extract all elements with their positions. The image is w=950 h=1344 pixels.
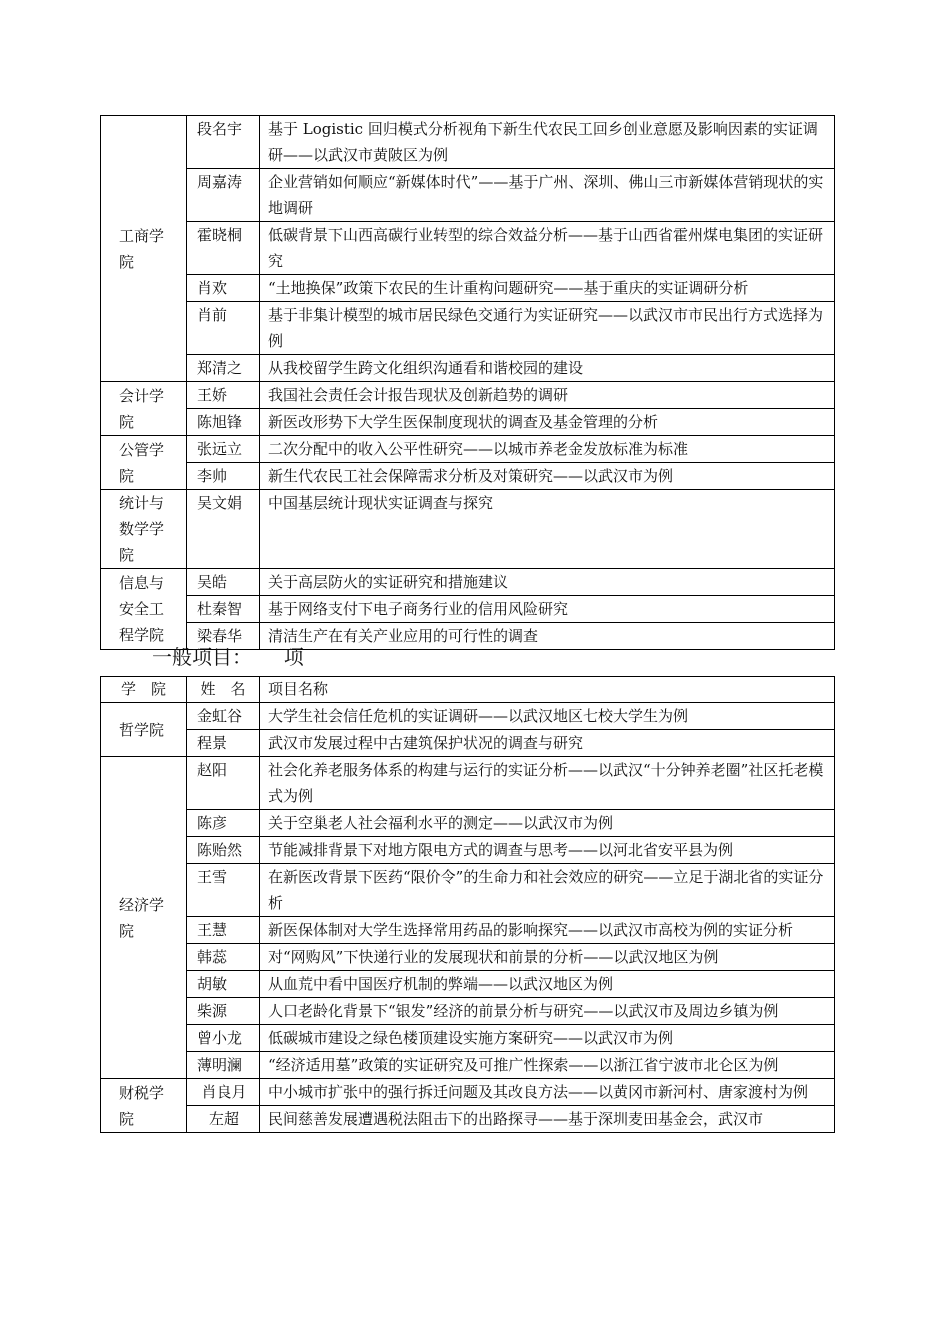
project-title-cell: 关于高层防火的实证研究和措施建议 <box>260 569 835 596</box>
student-name-cell: 张远立 <box>187 436 260 463</box>
table-row <box>101 116 835 169</box>
table-row <box>101 569 835 596</box>
table-row <box>101 944 835 971</box>
project-title-cell: 二次分配中的收入公平性研究——以城市养老金发放标准为标准 <box>260 436 835 463</box>
table-row <box>101 864 835 917</box>
project-title-cell: 基于网络支付下电子商务行业的信用风险研究 <box>260 596 835 623</box>
project-title-column-header: 项目名称 <box>260 677 835 703</box>
project-title-cell: 人口老龄化背景下“银发”经济的前景分析与研究——以武汉市及周边乡镇为例 <box>260 998 835 1025</box>
table-row <box>101 757 835 810</box>
table-row <box>101 355 835 382</box>
student-name-cell: 韩蕊 <box>187 944 260 971</box>
table-row <box>101 275 835 302</box>
project-title-cell: “经济适用墓”政策的实证研究及可推广性探索——以浙江省宁波市北仑区为例 <box>260 1052 835 1079</box>
student-name-cell: 梁春华 <box>187 623 260 650</box>
project-title-cell: 关于空巢老人社会福利水平的测定——以武汉市为例 <box>260 810 835 837</box>
college-cell: 财税学院 <box>101 1079 187 1133</box>
project-title-cell: 新生代农民工社会保障需求分析及对策研究——以武汉市为例 <box>260 463 835 490</box>
college-cell: 哲学院 <box>101 703 187 757</box>
student-name-cell: 肖前 <box>187 302 260 355</box>
project-title-cell: 中小城市扩张中的强行拆迁问题及其改良方法——以黄冈市新河村、唐家渡村为例 <box>260 1079 835 1106</box>
table-row <box>101 409 835 436</box>
table-row <box>101 463 835 490</box>
student-name-cell: 肖欢 <box>187 275 260 302</box>
table-row <box>101 169 835 222</box>
table-row <box>101 810 835 837</box>
key-projects-table <box>100 115 835 650</box>
table-row <box>101 382 835 409</box>
college-cell: 工商学院 <box>101 116 187 382</box>
table-row <box>101 998 835 1025</box>
project-title-cell: 武汉市发展过程中古建筑保护状况的调查与研究 <box>260 730 835 757</box>
table-header-row <box>101 677 835 703</box>
table-row <box>101 490 835 569</box>
student-name-cell: 王雪 <box>187 864 260 917</box>
table-row <box>101 703 835 730</box>
table-row <box>101 1052 835 1079</box>
project-title-cell: 社会化养老服务体系的构建与运行的实证分析——以武汉“十分钟养老圈”社区托老模式为例 <box>260 757 835 810</box>
student-name-cell: 王慧 <box>187 917 260 944</box>
student-name-cell: 赵阳 <box>187 757 260 810</box>
project-title-cell: 从我校留学生跨文化组织沟通看和谐校园的建设 <box>260 355 835 382</box>
student-name-cell: 左超 <box>187 1106 260 1133</box>
student-name-cell: 吴皓 <box>187 569 260 596</box>
student-name-cell: 陈贻然 <box>187 837 260 864</box>
project-title-cell: 低碳背景下山西高碳行业转型的综合效益分析——基于山西省霍州煤电集团的实证研究 <box>260 222 835 275</box>
project-title-cell: “土地换保”政策下农民的生计重构问题研究——基于重庆的实证调研分析 <box>260 275 835 302</box>
student-name-cell: 吴文娟 <box>187 490 260 569</box>
project-title-cell: 对“网购风”下快递行业的发展现状和前景的分析——以武汉地区为例 <box>260 944 835 971</box>
project-title-cell: 清洁生产在有关产业应用的可行性的调查 <box>260 623 835 650</box>
student-name-cell: 胡敏 <box>187 971 260 998</box>
project-title-cell: 基于非集计模型的城市居民绿色交通行为实证研究——以武汉市市民出行方式选择为例 <box>260 302 835 355</box>
student-name-cell: 王娇 <box>187 382 260 409</box>
table-row <box>101 837 835 864</box>
student-name-cell: 杜秦智 <box>187 596 260 623</box>
table-row <box>101 1079 835 1106</box>
name-column-header: 姓 名 <box>187 677 260 703</box>
general-projects-heading: 一般项目： 项 <box>152 645 304 669</box>
table-row <box>101 1106 835 1133</box>
table-row <box>101 917 835 944</box>
student-name-cell: 薄明澜 <box>187 1052 260 1079</box>
project-title-cell: 从血荒中看中国医疗机制的弊端——以武汉地区为例 <box>260 971 835 998</box>
student-name-cell: 李帅 <box>187 463 260 490</box>
student-name-cell: 郑清之 <box>187 355 260 382</box>
table-row <box>101 436 835 463</box>
table-row <box>101 730 835 757</box>
project-title-cell: 新医改形势下大学生医保制度现状的调查及基金管理的分析 <box>260 409 835 436</box>
college-cell: 会计学院 <box>101 382 187 436</box>
student-name-cell: 程景 <box>187 730 260 757</box>
student-name-cell: 曾小龙 <box>187 1025 260 1052</box>
student-name-cell: 肖良月 <box>187 1079 260 1106</box>
student-name-cell: 柴源 <box>187 998 260 1025</box>
table-row <box>101 596 835 623</box>
college-cell: 经济学院 <box>101 757 187 1079</box>
student-name-cell: 陈旭锋 <box>187 409 260 436</box>
project-title-cell: 中国基层统计现状实证调查与探究 <box>260 490 835 569</box>
project-title-cell: 低碳城市建设之绿色楼顶建设实施方案研究——以武汉市为例 <box>260 1025 835 1052</box>
project-title-cell: 大学生社会信任危机的实证调研——以武汉地区七校大学生为例 <box>260 703 835 730</box>
project-title-cell: 企业营销如何顺应“新媒体时代”——基于广州、深圳、佛山三市新媒体营销现状的实地调研 <box>260 169 835 222</box>
student-name-cell: 段名宇 <box>187 116 260 169</box>
project-title-cell: 节能减排背景下对地方限电方式的调查与思考——以河北省安平县为例 <box>260 837 835 864</box>
project-title-cell: 我国社会责任会计报告现状及创新趋势的调研 <box>260 382 835 409</box>
table-row <box>101 222 835 275</box>
project-title-cell: 在新医改背景下医药“限价令”的生命力和社会效应的研究——立足于湖北省的实证分析 <box>260 864 835 917</box>
student-name-cell: 霍晓桐 <box>187 222 260 275</box>
project-title-cell: 新医保体制对大学生选择常用药品的影响探究——以武汉市高校为例的实证分析 <box>260 917 835 944</box>
college-cell: 信息与安全工程学院 <box>101 569 187 650</box>
college-cell: 公管学院 <box>101 436 187 490</box>
college-column-header: 学 院 <box>101 677 187 703</box>
project-title-cell: 民间慈善发展遭遇税法阻击下的出路探寻——基于深圳麦田基金会，武汉市 <box>260 1106 835 1133</box>
project-title-cell: 基于 Logistic 回归模式分析视角下新生代农民工回乡创业意愿及影响因素的实证调研——以武汉市黄陂区为例 <box>260 116 835 169</box>
student-name-cell: 金虹谷 <box>187 703 260 730</box>
table-row <box>101 302 835 355</box>
table-row <box>101 1025 835 1052</box>
table-row <box>101 971 835 998</box>
college-cell: 统计与数学学院 <box>101 490 187 569</box>
student-name-cell: 周嘉涛 <box>187 169 260 222</box>
general-projects-table <box>100 676 835 1133</box>
student-name-cell: 陈彦 <box>187 810 260 837</box>
